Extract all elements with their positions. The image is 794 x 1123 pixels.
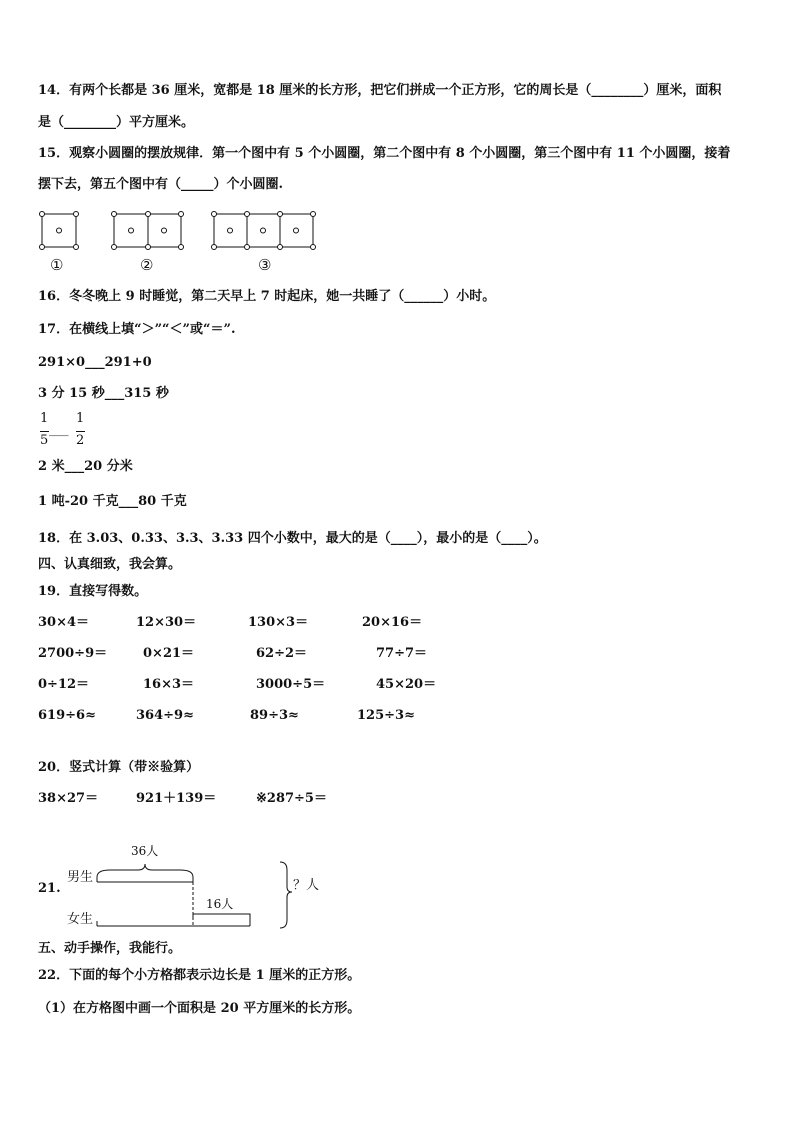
q19-r2-c2: 0×21＝: [143, 646, 195, 661]
section4-title: 四、认真细致，我会算。: [38, 557, 182, 572]
q19-r1-c1: 30×4＝: [38, 615, 90, 630]
q20-title: 20．竖式计算（带※验算）: [38, 760, 200, 775]
q14-line2: 是（________）平方厘米。: [38, 115, 195, 130]
q19-title: 19．直接写得数。: [38, 584, 148, 599]
q19-r2-c3: 62÷2＝: [256, 646, 308, 661]
q19-r3-c3: 3000÷5＝: [256, 677, 326, 692]
q21-boys-label: 男生: [67, 870, 94, 885]
q20-item-3: ※287÷5＝: [256, 791, 327, 806]
q16-text: 16．冬冬晚上 9 时睡觉，第二天早上 7 时起床，她一共睡了（______）小时。: [38, 289, 496, 304]
q19-r1-c3: 130×3＝: [248, 615, 309, 630]
q21-line-diagram: [0, 850, 320, 950]
q21-girls-label: 女生: [67, 912, 94, 927]
q18-text: 18．在 3.03、0.33、3.3、3.33 四个小数中，最大的是（____），最小的是（____）。: [38, 531, 547, 546]
q19-r3-c2: 16×3＝: [143, 677, 195, 692]
q21-extra-value: 16人: [206, 897, 234, 911]
q19-r2-c4: 77÷7＝: [376, 646, 428, 661]
q15-circle-figures: [0, 205, 794, 285]
q19-r3-c1: 0÷12＝: [38, 677, 90, 692]
q21-number: 21.: [38, 881, 61, 896]
q14-line1: 14．有两个长都是 36 厘米，宽都是 18 厘米的长方形，把它们拼成一个正方形，它的周长是（________）厘米，面积: [38, 83, 722, 98]
q21-boys-value: 36人: [131, 844, 159, 858]
q17-fraction-right-numerator: 1: [76, 411, 85, 426]
q19-r4-c3: 89÷3≈: [250, 708, 299, 723]
q20-item-2: 921＋139＝: [136, 791, 217, 806]
q21-total-label: ？人: [293, 878, 320, 893]
q17-item-2: 3 分 15 秒___315 秒: [38, 386, 169, 401]
q19-r4-c4: 125÷3≈: [357, 708, 415, 723]
q15-figure-label-1: ①: [50, 256, 64, 274]
q22-title: 22．下面的每个小方格都表示边长是 1 厘米的正方形。: [38, 968, 361, 983]
section5-title: 五、动手操作，我能行。: [38, 941, 182, 956]
q17-fraction-blank: ___: [49, 422, 69, 437]
q17-title: 17．在横线上填“＞”“＜”或“＝”.: [38, 322, 236, 337]
q17-item-4: 1 吨-20 千克___80 千克: [38, 494, 187, 509]
q19-r4-c1: 619÷6≈: [38, 708, 96, 723]
q15-figure-label-3: ③: [258, 256, 272, 274]
q22-sub1: （1）在方格图中画一个面积是 20 平方厘米的长方形。: [38, 1001, 361, 1016]
q17-item-1: 291×0___291+0: [38, 355, 152, 370]
q19-r2-c1: 2700÷9＝: [38, 646, 108, 661]
q19-r1-c4: 20×16＝: [362, 615, 423, 630]
q17-fraction-right: [76, 411, 86, 451]
q17-fraction-left-denominator: 5: [40, 433, 49, 448]
q15-line1: 15．观察小圆圈的摆放规律．第一个图中有 5 个小圆圈，第二个图中有 8 个小圆圈，第三个图中有 11 个小圆圈，接着: [38, 146, 731, 161]
q19-r1-c2: 12×30＝: [136, 615, 197, 630]
q17-item-3: 2 米___20 分米: [38, 459, 133, 474]
q17-fraction-left-numerator: 1: [40, 411, 49, 426]
q19-r3-c4: 45×20＝: [376, 677, 437, 692]
q15-line2: 摆下去，第五个图中有（_____）个小圆圈.: [38, 177, 284, 192]
q20-item-1: 38×27＝: [38, 791, 99, 806]
q19-r4-c2: 364÷9≈: [136, 708, 194, 723]
q17-fraction-right-denominator: 2: [76, 433, 85, 448]
q15-figure-label-2: ②: [140, 256, 154, 274]
